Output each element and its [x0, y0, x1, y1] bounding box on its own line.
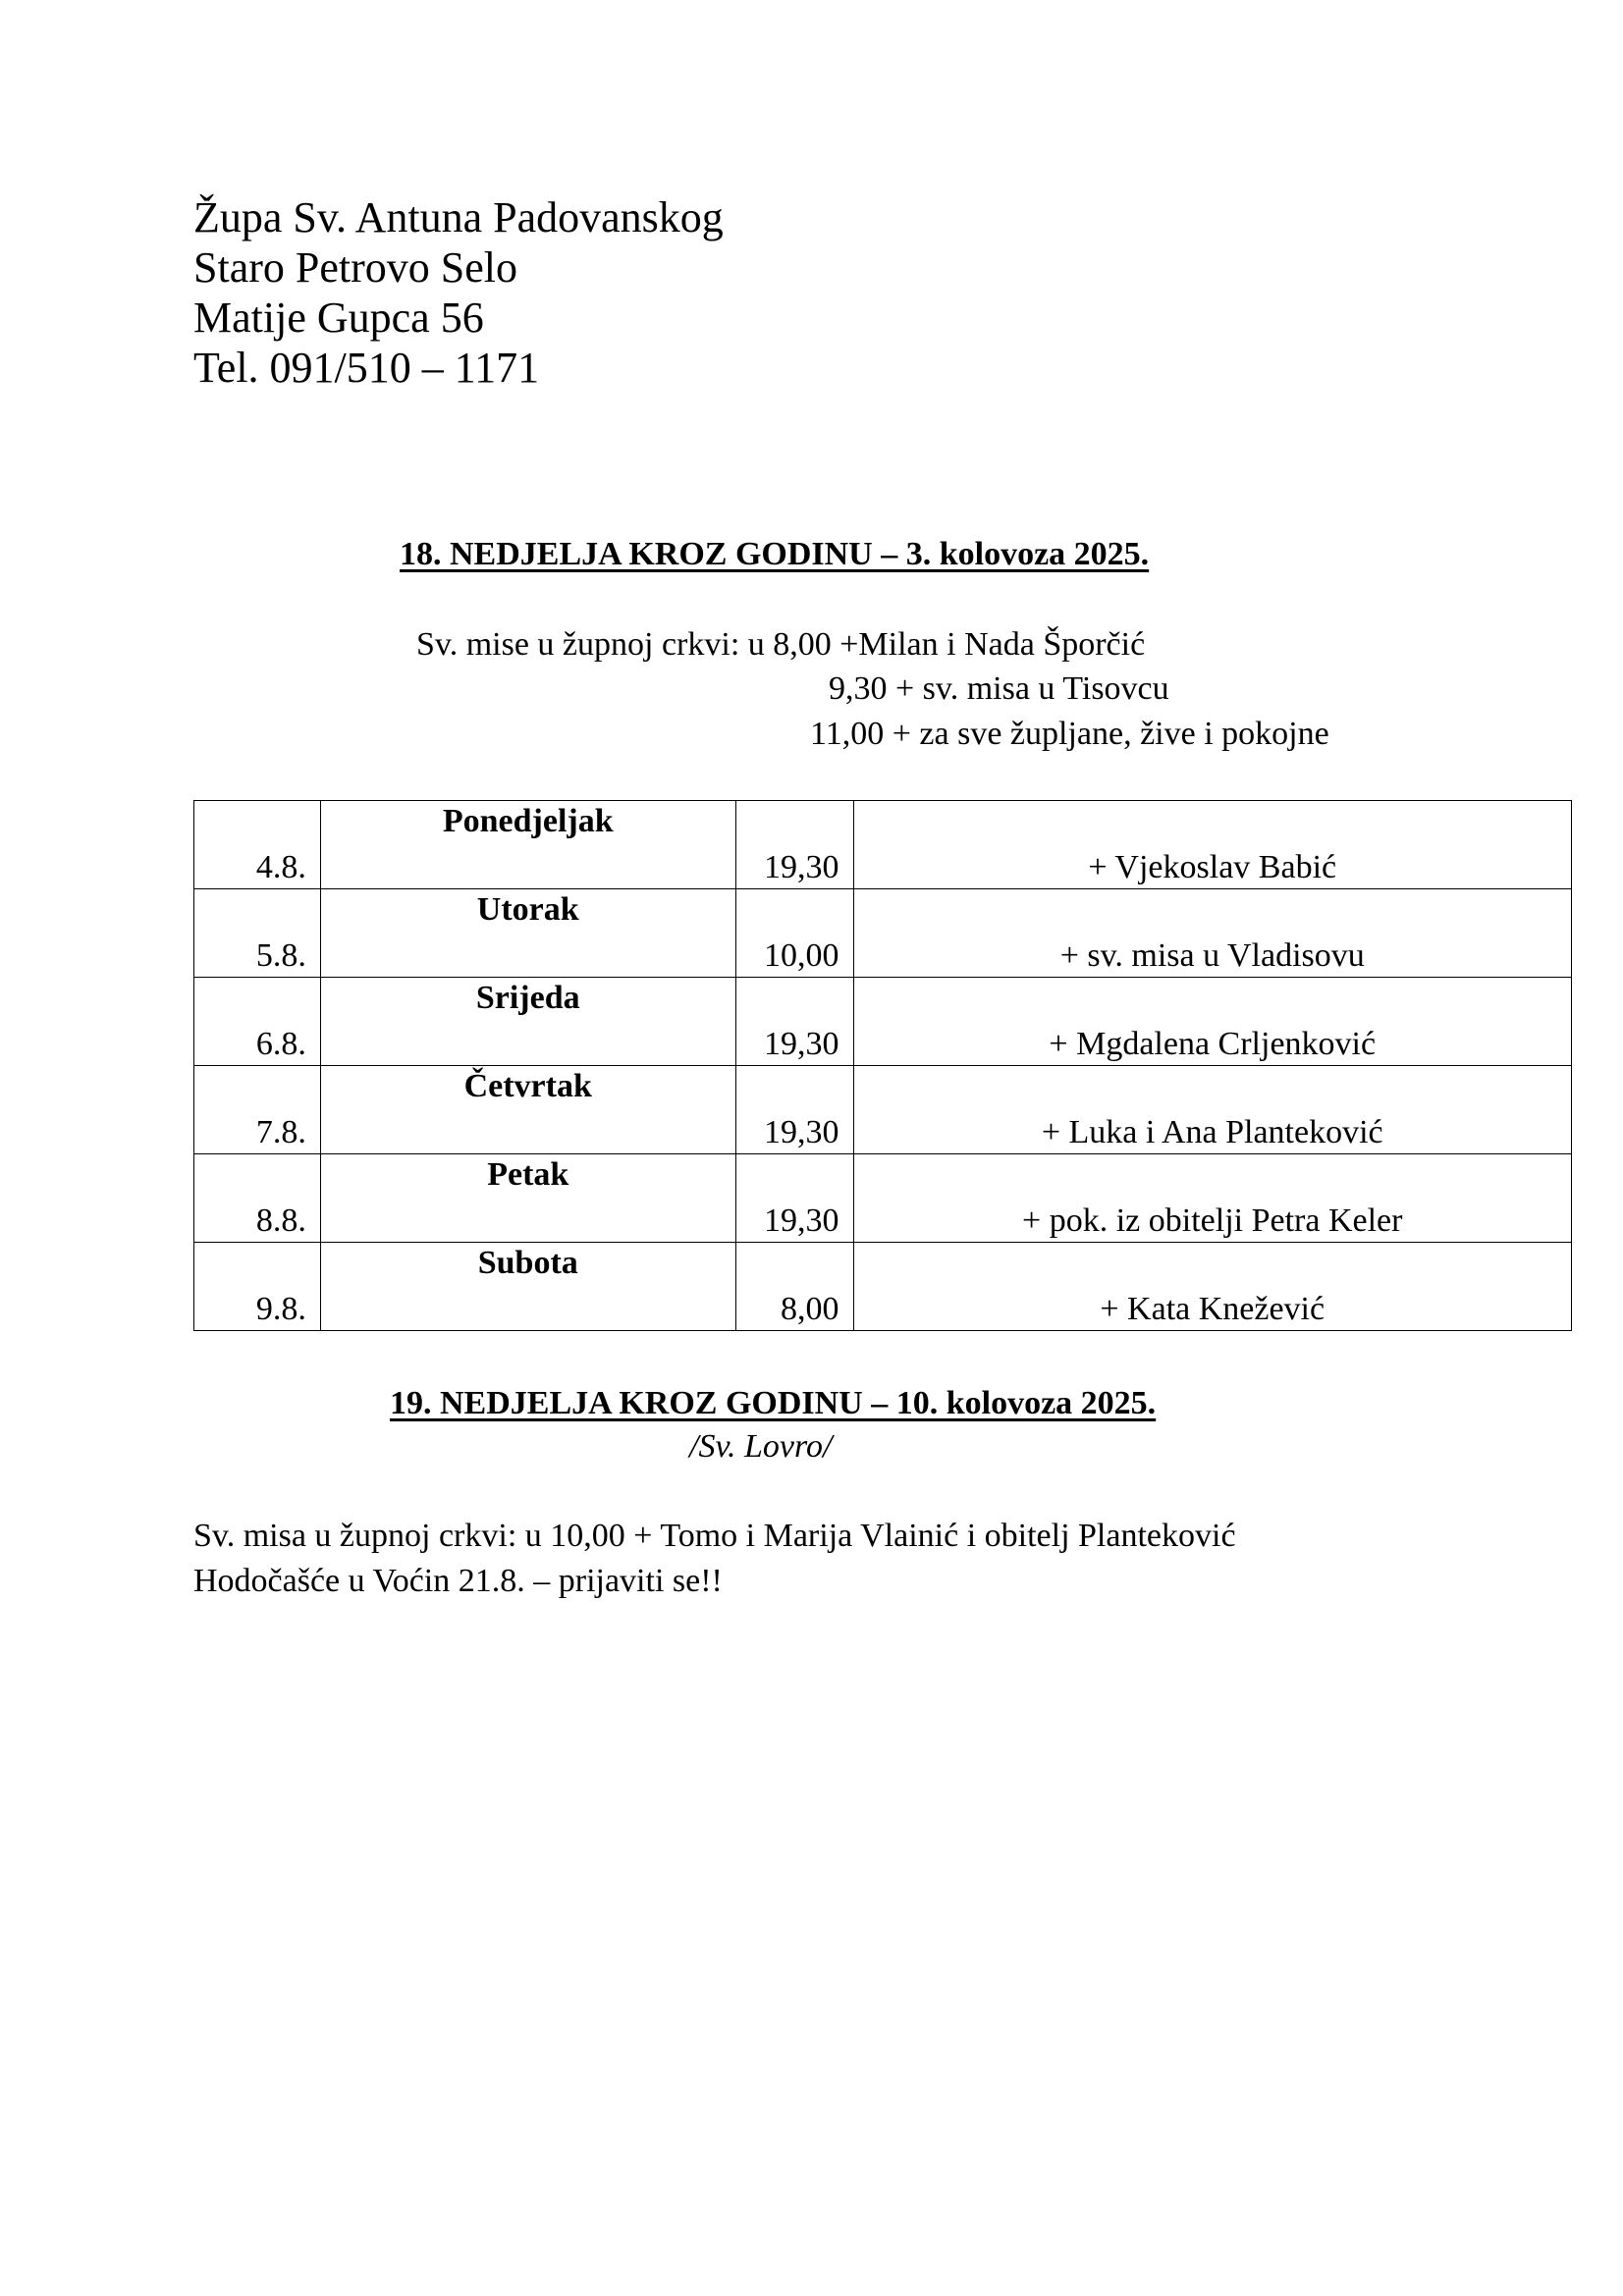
intention-cell: + sv. misa u Vladisovu	[853, 889, 1572, 978]
date-cell: 4.8.	[194, 801, 321, 889]
date-cell: 9.8.	[194, 1243, 321, 1331]
week1-title: 18. NEDJELJA KROZ GODINU – 3. kolovoza 2025.	[400, 536, 1150, 572]
intention-cell: + pok. iz obitelji Petra Keler	[853, 1154, 1572, 1243]
week2-title: 19. NEDJELJA KROZ GODINU – 10. kolovoza 2025.	[390, 1385, 1157, 1421]
date-cell: 7.8.	[194, 1066, 321, 1154]
pilgrimage-note: Hodočašće u Voćin 21.8. – prijaviti se!!	[193, 1563, 723, 1599]
date-cell: 6.8.	[194, 978, 321, 1066]
day-cell: Ponedjeljak	[320, 801, 735, 889]
day-cell: Četvrtak	[320, 1066, 735, 1154]
table-row	[194, 1154, 1572, 1243]
sunday-mass-line-3: 11,00 + za sve župljane, žive i pokojne	[810, 716, 1329, 752]
time-cell: 8,00	[735, 1243, 853, 1331]
intention-cell: + Vjekoslav Babić	[853, 801, 1572, 889]
table-row	[194, 1243, 1572, 1331]
table-row	[194, 801, 1572, 889]
time-cell: 19,30	[735, 1154, 853, 1243]
sunday-mass-line-2: 9,30 + sv. misa u Tisovcu	[829, 670, 1169, 707]
intention-cell: + Luka i Ana Planteković	[853, 1066, 1572, 1154]
day-cell: Srijeda	[320, 978, 735, 1066]
date-cell: 8.8.	[194, 1154, 321, 1243]
table-row	[194, 889, 1572, 978]
parish-address: Matije Gupca 56	[193, 294, 484, 342]
table-row	[194, 1066, 1572, 1154]
time-cell: 19,30	[735, 801, 853, 889]
time-cell: 19,30	[735, 978, 853, 1066]
day-cell: Petak	[320, 1154, 735, 1243]
parish-header	[193, 192, 724, 393]
parish-town: Staro Petrovo Selo	[193, 243, 517, 292]
week2-subtitle: /Sv. Lovro/	[689, 1428, 833, 1465]
time-cell: 19,30	[735, 1066, 853, 1154]
day-cell: Subota	[320, 1243, 735, 1331]
weekday-schedule-table	[193, 800, 1572, 1331]
intention-cell: + Kata Knežević	[853, 1243, 1572, 1331]
intention-cell: + Mgdalena Crljenković	[853, 978, 1572, 1066]
week2-notes	[193, 1514, 1236, 1604]
parish-phone: Tel. 091/510 – 1171	[193, 344, 540, 392]
table-row	[194, 978, 1572, 1066]
sunday-mass-line-1: Sv. mise u župnoj crkvi: u 8,00 +Milan i Nada Šporčić	[416, 626, 1146, 663]
day-cell: Utorak	[320, 889, 735, 978]
parish-name: Župa Sv. Antuna Padovanskog	[193, 193, 724, 241]
sunday-mass-note: Sv. misa u župnoj crkvi: u 10,00 + Tomo i Marija Vlainić i obitelj Planteković	[193, 1518, 1236, 1554]
time-cell: 10,00	[735, 889, 853, 978]
date-cell: 5.8.	[194, 889, 321, 978]
